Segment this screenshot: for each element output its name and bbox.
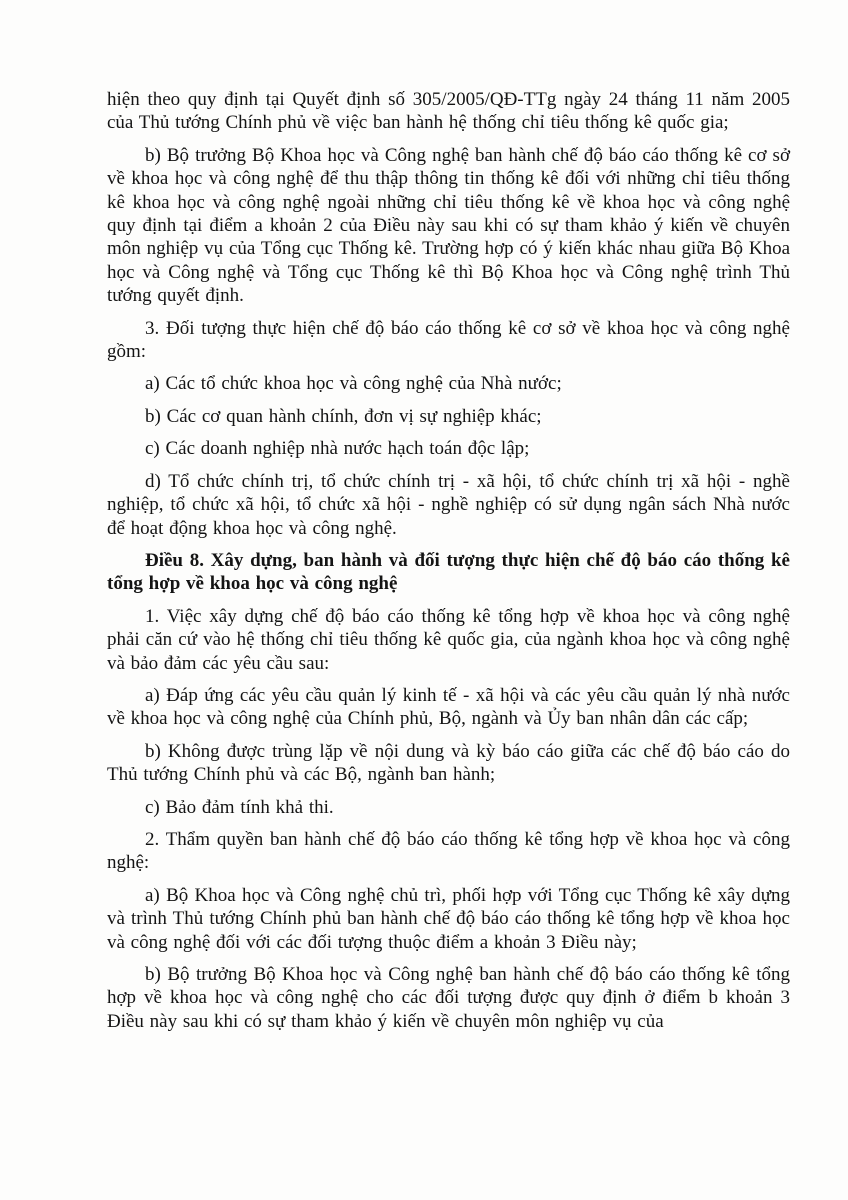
paragraph: 2. Thẩm quyền ban hành chế độ báo cáo thống kê tổng hợp về khoa học và công nghệ: <box>107 828 790 874</box>
paragraph: d) Tổ chức chính trị, tổ chức chính trị - xã hội, tổ chức chính trị xã hội - nghề nghiệp, tổ chức xã hội, tổ chức xã hội - nghề nghiệp có sử dụng ngân sách Nhà nước để hoạt động khoa học và công nghệ. <box>107 470 790 539</box>
paragraph: b) Bộ trưởng Bộ Khoa học và Công nghệ ban hành chế độ báo cáo thống kê cơ sở về khoa học và công nghệ để thu thập thông tin thống kê đối với những chỉ tiêu thống kê khoa học và công nghệ ngoài những chỉ tiêu thống kê về khoa học và công nghệ quy định tại điểm a khoản 2 của Điều này sau khi có sự tham khảo ý kiến về chuyên môn nghiệp vụ của Tổng cục Thống kê. Trường hợp có ý kiến khác nhau giữa Bộ Khoa học và Công nghệ và Tổng cục Thống kê thì Bộ Khoa học và Công nghệ trình Thủ tướng quyết định. <box>107 144 790 307</box>
paragraph: c) Bảo đảm tính khả thi. <box>145 796 334 818</box>
paragraph: b) Bộ trưởng Bộ Khoa học và Công nghệ ban hành chế độ báo cáo thống kê tổng hợp về khoa học và công nghệ cho các đối tượng được quy định ở điểm b khoản 3 Điều này sau khi có sự tham khảo ý kiến về chuyên môn nghiệp vụ của <box>107 964 790 1032</box>
paragraph: a) Đáp ứng các yêu cầu quản lý kinh tế - xã hội và các yêu cầu quản lý nhà nước về khoa học và công nghệ của Chính phủ, Bộ, ngành và Ủy ban nhân dân các cấp; <box>107 684 790 730</box>
paragraph: b) Các cơ quan hành chính, đơn vị sự nghiệp khác; <box>145 405 542 427</box>
paragraph: 1. Việc xây dựng chế độ báo cáo thống kê tổng hợp về khoa học và công nghệ phải căn cứ vào hệ thống chỉ tiêu thống kê quốc gia, của ngành khoa học và công nghệ và bảo đảm các yêu cầu sau: <box>107 605 790 674</box>
paragraph: c) Các doanh nghiệp nhà nước hạch toán độc lập; <box>145 438 530 460</box>
document-body <box>107 88 790 1033</box>
paragraph: hiện theo quy định tại Quyết định số 305/2005/QĐ-TTg ngày 24 tháng 11 năm 2005 của Thủ tướng Chính phủ về việc ban hành hệ thống chỉ tiêu thống kê quốc gia; <box>107 89 790 134</box>
paragraph: a) Các tổ chức khoa học và công nghệ của Nhà nước; <box>145 373 562 395</box>
paragraph: 3. Đối tượng thực hiện chế độ báo cáo thống kê cơ sở về khoa học và công nghệ gồm: <box>107 317 790 363</box>
paragraph: b) Không được trùng lặp về nội dung và kỳ báo cáo giữa các chế độ báo cáo do Thủ tướng Chính phủ và các Bộ, ngành ban hành; <box>107 740 790 786</box>
article-heading: Điều 8. Xây dựng, ban hành và đối tượng thực hiện chế độ báo cáo thống kê tổng hợp về khoa học và công nghệ <box>107 549 790 595</box>
paragraph: a) Bộ Khoa học và Công nghệ chủ trì, phối hợp với Tổng cục Thống kê xây dựng và trình Thủ tướng Chính phủ ban hành chế độ báo cáo thống kê tổng hợp về khoa học và công nghệ đối với các đối tượng thuộc điểm a khoản 3 Điều này; <box>107 884 790 953</box>
